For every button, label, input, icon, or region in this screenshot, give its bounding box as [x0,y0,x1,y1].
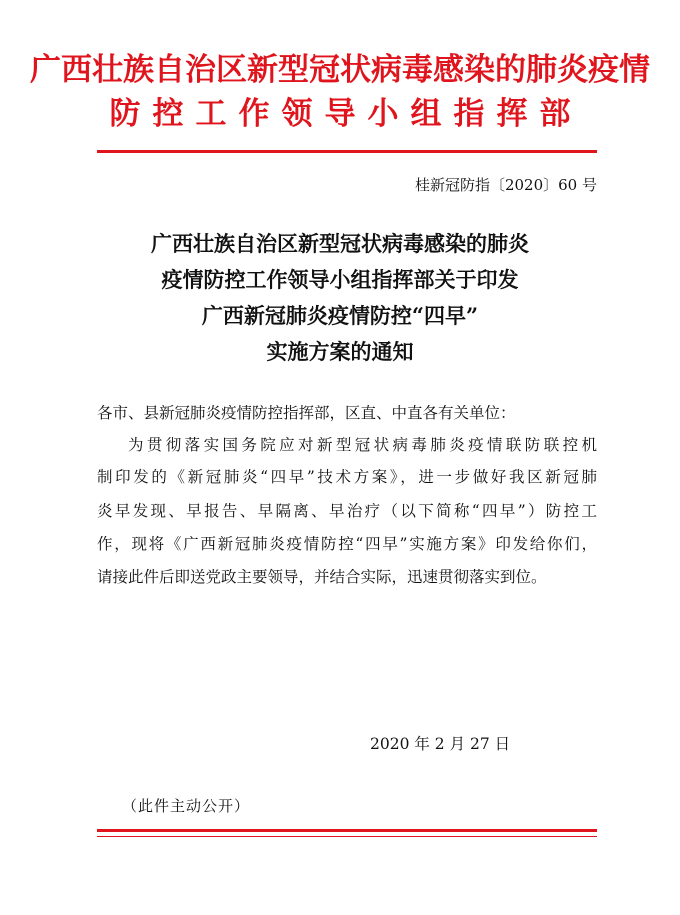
footer-red-rule-thick [97,829,597,832]
addressee-line: 各市、县新冠肺炎疫情防控指挥部，区直、中直各有关单位： [97,404,516,422]
document-title-line-2: 疫情防控工作领导小组指挥部关于印发 [161,267,519,292]
document-number: 桂新冠防指〔2020〕60 号 [414,176,597,194]
publicity-note: （此件主动公开） [122,797,251,815]
document-title-line-1: 广西壮族自治区新型冠状病毒感染的肺炎 [151,231,529,256]
issuing-authority-header-line-2: 防控工作领导小组指挥部 [109,96,583,132]
signature-date: 2020 年 2 月 27 日 [370,735,511,753]
header-red-rule [97,150,597,153]
body-paragraph-line: 作，现将《广西新冠肺炎疫情防控“四早”实施方案》印发给你们， [97,535,597,553]
body-paragraph-line: 为贯彻落实国务院应对新型冠状病毒肺炎疫情联防联控机 [128,436,597,454]
footer-red-rule-thin [97,836,597,837]
body-paragraph-line: 制印发的《新冠肺炎“四早”技术方案》，进一步做好我区新冠肺 [97,468,597,486]
body-paragraph-line: 请接此件后即送党政主要领导，并结合实际，迅速贯彻落实到位。 [97,568,547,586]
body-paragraph-line: 炎早发现、早报告、早隔离、早治疗（以下简称“四早”）防控工 [97,502,597,520]
document-title-line-3: 广西新冠肺炎疫情防控“四早” [201,303,479,328]
issuing-authority-header-line-1: 广西壮族自治区新型冠状病毒感染的肺炎疫情 [30,52,650,88]
document-title-line-4: 实施方案的通知 [266,339,414,364]
